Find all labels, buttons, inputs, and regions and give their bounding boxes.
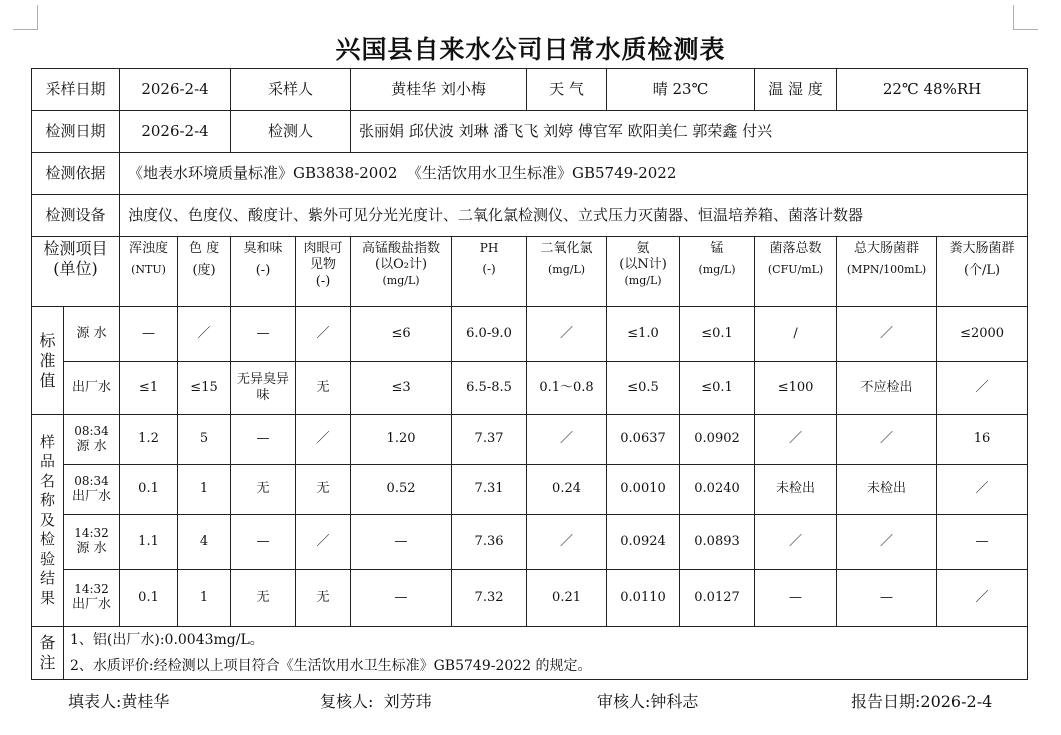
- table-cell: 0.24: [527, 465, 607, 515]
- table-cell: ／: [837, 415, 937, 465]
- col-unit: (-): [482, 262, 496, 276]
- remark-line: 2、水质评价:经检测以上项目符合《生活饮用水卫生标准》GB5749-2022 的规定。: [70, 658, 592, 674]
- col-permanganate: [351, 237, 452, 307]
- sample-time: 08:34: [74, 473, 109, 488]
- basis-row: [32, 153, 1028, 195]
- col-ph: [452, 237, 527, 307]
- table-cell: ≤0.1: [680, 362, 755, 415]
- temp-humidity-value: 22℃ 48%RH: [837, 69, 1028, 111]
- table-cell: 1: [178, 570, 231, 627]
- col-chlorine-dioxide: [527, 237, 607, 307]
- sample-time: 14:32: [74, 526, 109, 541]
- sample-label: [64, 515, 120, 570]
- col-unit: (-): [315, 273, 331, 289]
- table-cell: 无: [231, 570, 296, 627]
- table-cell: 16: [937, 415, 1028, 465]
- weather-value: 晴 23℃: [607, 69, 755, 111]
- col-name: 肉眼可: [303, 241, 343, 256]
- filler: 填表人:黄桂华: [68, 692, 170, 711]
- table-cell: —: [120, 307, 178, 362]
- col-manganese: [680, 237, 755, 307]
- table-cell: 0.1: [120, 570, 178, 627]
- table-cell: 6.0-9.0: [452, 307, 527, 362]
- basis-label: 检测依据: [32, 153, 120, 195]
- remarks-row: [32, 627, 1028, 680]
- table-cell: 0.1～0.8: [527, 362, 607, 415]
- sample-row: [32, 515, 1028, 570]
- col-unit: (个/L): [963, 263, 1001, 279]
- col-name: 二氧化氯: [540, 241, 593, 256]
- table-cell: 无: [296, 362, 351, 415]
- standard-row-finished: [32, 362, 1028, 415]
- remarks-label: 备 注: [32, 627, 64, 680]
- table-cell: —: [231, 415, 296, 465]
- table-cell: ≤2000: [937, 307, 1028, 362]
- table-cell: 无: [296, 465, 351, 515]
- remark-line: 1、铝(出厂水):0.0043mg/L。: [70, 632, 264, 648]
- sample-label: [64, 415, 120, 465]
- equipment-value: 浊度仪、色度仪、酸度计、紫外可见分光光度计、二氧化氯检测仪、立式压力灭菌器、恒温培养箱、菌落计数器: [120, 195, 1028, 237]
- table-cell: 未检出: [837, 465, 937, 515]
- table-cell: /: [755, 307, 837, 362]
- table-cell: 7.32: [452, 570, 527, 627]
- table-cell: ≤0.1: [680, 307, 755, 362]
- col-name-2: (以O₂计): [375, 257, 428, 273]
- temp-humidity-label: 温 湿 度: [755, 69, 837, 111]
- col-unit: (mg/L): [382, 273, 420, 287]
- table-cell: 0.0902: [680, 415, 755, 465]
- table-cell: —: [755, 570, 837, 627]
- table-cell: 1.1: [120, 515, 178, 570]
- col-name: 氨: [636, 241, 650, 256]
- sampler-value: 黄桂华 刘小梅: [351, 69, 527, 111]
- table-cell: 0.1: [120, 465, 178, 515]
- table-cell: 7.31: [452, 465, 527, 515]
- table-cell: 0.0110: [607, 570, 680, 627]
- item-label: 检测项目: [43, 239, 108, 258]
- col-turbidity: [120, 237, 178, 307]
- table-cell: —: [231, 307, 296, 362]
- table-cell: 5: [178, 415, 231, 465]
- basis-value: 《地表水环境质量标准》GB3838-2002 《生活饮用水卫生标准》GB5749-2022: [120, 153, 1028, 195]
- sample-label: [64, 570, 120, 627]
- table-cell: 6.5-8.5: [452, 362, 527, 415]
- sample-type: 出厂水: [72, 488, 112, 504]
- table-cell: 0.21: [527, 570, 607, 627]
- testers-value: 张丽娟 邱伏波 刘琳 潘飞飞 刘婷 傅官军 欧阳美仁 郭荣鑫 付兴: [351, 111, 1028, 153]
- col-name: 臭和味: [243, 241, 283, 256]
- table-cell: ≤1.0: [607, 307, 680, 362]
- remarks-content: [64, 627, 1028, 680]
- table-cell: ／: [178, 307, 231, 362]
- table-cell: ／: [755, 515, 837, 570]
- sample-time: 14:32: [74, 582, 109, 597]
- table-cell: 7.36: [452, 515, 527, 570]
- table-cell: ／: [296, 307, 351, 362]
- col-unit: (-): [255, 263, 271, 279]
- header-row: [32, 237, 1028, 307]
- col-name: 菌落总数: [769, 241, 822, 256]
- col-fecal-coliform: [937, 237, 1028, 307]
- sample-time: 08:34: [74, 423, 109, 438]
- table-cell: —: [937, 515, 1028, 570]
- col-name: 高锰酸盐指数: [362, 241, 441, 256]
- sampling-info-row: [32, 69, 1028, 111]
- table-cell: 0.0240: [680, 465, 755, 515]
- col-name: 锰: [710, 241, 724, 256]
- sampling-date-value: 2026-2-4: [120, 69, 231, 111]
- col-name: 色 度: [188, 241, 220, 256]
- reviewer: 复核人: 刘芳玮: [320, 692, 432, 711]
- item-header: [32, 237, 120, 307]
- table-cell: 无异臭异味: [231, 362, 296, 415]
- col-name: 粪大肠菌群: [949, 241, 1015, 256]
- sample-row: [32, 570, 1028, 627]
- col-name: PH: [479, 241, 499, 255]
- table-cell: ／: [527, 307, 607, 362]
- table-cell: 0.0637: [607, 415, 680, 465]
- col-name-2: 见物: [310, 257, 337, 273]
- table-cell: 0.0893: [680, 515, 755, 570]
- report-date: 报告日期:2026-2-4: [851, 692, 993, 711]
- table-cell: 1.20: [351, 415, 452, 465]
- approver: 审核人:钟科志: [597, 692, 699, 711]
- table-cell: 0.52: [351, 465, 452, 515]
- col-name: 浑浊度: [129, 241, 169, 256]
- table-cell: ／: [837, 515, 937, 570]
- tester-label: 检测人: [231, 111, 351, 153]
- table-cell: —: [351, 515, 452, 570]
- sampling-date-label: 采样日期: [32, 69, 120, 111]
- sample-type: 源 水: [76, 541, 107, 557]
- col-unit: (mg/L): [624, 273, 662, 287]
- table-cell: 7.37: [452, 415, 527, 465]
- table-cell: ／: [755, 415, 837, 465]
- equipment-label: 检测设备: [32, 195, 120, 237]
- sample-row: [32, 465, 1028, 515]
- test-date-label: 检测日期: [32, 111, 120, 153]
- sample-type: 源 水: [76, 438, 107, 454]
- col-name: 总大肠菌群: [854, 241, 920, 256]
- standard-row-source: [32, 307, 1028, 362]
- table-cell: ≤1: [120, 362, 178, 415]
- col-color: [178, 237, 231, 307]
- table-cell: ／: [527, 515, 607, 570]
- col-unit: (mg/L): [698, 263, 736, 277]
- col-unit: (CFU/mL): [767, 263, 824, 277]
- sample-group-label: 样 品 名 称 及 检 验 结 果: [32, 415, 64, 627]
- standard-group-label: 标 准 值: [32, 307, 64, 415]
- sample-row: [32, 415, 1028, 465]
- table-cell: 未检出: [755, 465, 837, 515]
- table-cell: 不应检出: [837, 362, 937, 415]
- table-cell: 0.0010: [607, 465, 680, 515]
- sample-label: [64, 465, 120, 515]
- sample-type: 出厂水: [72, 597, 112, 613]
- col-total-coliform: [837, 237, 937, 307]
- test-info-row: [32, 111, 1028, 153]
- col-unit: (MPN/100mL): [846, 263, 927, 277]
- table-cell: ≤6: [351, 307, 452, 362]
- table-cell: 0.0127: [680, 570, 755, 627]
- table-cell: 4: [178, 515, 231, 570]
- col-colony-count: [755, 237, 837, 307]
- table-cell: ≤0.5: [607, 362, 680, 415]
- table-cell: ／: [937, 570, 1028, 627]
- table-cell: 无: [231, 465, 296, 515]
- table-cell: ≤100: [755, 362, 837, 415]
- table-cell: —: [231, 515, 296, 570]
- table-cell: ／: [937, 465, 1028, 515]
- table-cell: —: [351, 570, 452, 627]
- standard-row-label: 出厂水: [64, 362, 120, 415]
- table-cell: ／: [296, 415, 351, 465]
- table-cell: 无: [296, 570, 351, 627]
- col-unit: (度): [192, 263, 216, 279]
- col-unit: (NTU): [131, 263, 166, 277]
- table-cell: ≤3: [351, 362, 452, 415]
- equipment-row: [32, 195, 1028, 237]
- col-odor: [231, 237, 296, 307]
- table-cell: ≤15: [178, 362, 231, 415]
- table-cell: ／: [937, 362, 1028, 415]
- sampler-label: 采样人: [231, 69, 351, 111]
- table-cell: 0.0924: [607, 515, 680, 570]
- col-visible-matter: [296, 237, 351, 307]
- unit-label: (单位): [53, 259, 98, 278]
- signature-footer: [0, 690, 1061, 714]
- page-corner-mark-left: [13, 5, 38, 30]
- table-cell: ／: [837, 307, 937, 362]
- test-date-value: 2026-2-4: [120, 111, 231, 153]
- table-cell: ／: [296, 515, 351, 570]
- standard-row-label: 源 水: [64, 307, 120, 362]
- page-corner-mark-right: [1013, 5, 1038, 30]
- table-cell: 1: [178, 465, 231, 515]
- col-name-2: (以N计): [619, 257, 667, 273]
- water-quality-table: [31, 68, 1028, 680]
- weather-label: 天 气: [527, 69, 607, 111]
- table-cell: —: [837, 570, 937, 627]
- col-unit: (mg/L): [547, 263, 586, 277]
- col-ammonia: [607, 237, 680, 307]
- page-title: 兴国县自来水公司日常水质检测表: [335, 35, 726, 64]
- table-cell: ／: [527, 415, 607, 465]
- table-cell: 1.2: [120, 415, 178, 465]
